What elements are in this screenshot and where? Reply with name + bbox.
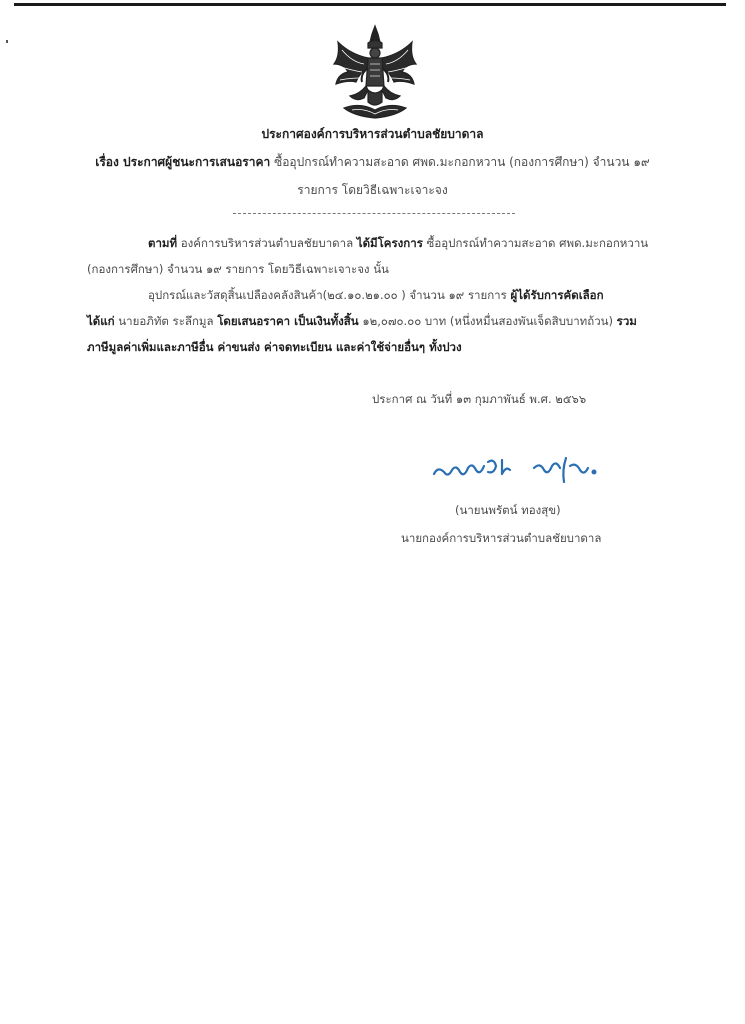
document-title: ประกาศองค์การบริหารส่วนตำบลชัยบาดาล xyxy=(261,127,484,141)
p2-winner-label: ได้แก่ xyxy=(87,314,115,328)
p2-items: อุปกรณ์และวัสดุสิ้นเปลืองคลังสินค้า(๒๔.๑๐.๒๑.๐๐ ) จำนวน ๑๙ รายการ xyxy=(148,288,507,302)
subject-text: ซื้ออุปกรณ์ทำความสะอาด ศพด.มะกอกหวาน (กองการศึกษา) จำนวน ๑๙ xyxy=(274,155,650,169)
p1-project-label: ได้มีโครงการ xyxy=(356,236,423,250)
divider-line xyxy=(233,213,515,214)
p2-price: ๑๒,๐๗๐.๐๐ บาท (หนึ่งหมื่นสองพันเจ็ดสิบบาทถ้วน) xyxy=(362,314,614,328)
signer-position: นายกองค์การบริหารส่วนตำบลชัยบาดาล xyxy=(401,531,602,545)
paragraph-2-line-3: ภาษีมูลค่าเพิ่มและภาษีอื่น ค่าขนส่ง ค่าจดทะเบียน และค่าใช้จ่ายอื่นๆ ทั้งปวง xyxy=(87,340,462,354)
p1-org: องค์การบริหารส่วนตำบลชัยบาดาล xyxy=(180,236,354,250)
garuda-emblem-icon xyxy=(330,24,420,122)
subject-line-2: รายการ โดยวิธีเฉพาะเจาะจง xyxy=(297,183,448,197)
p2-winner-name: นายอภิทัต ระลึกมูล xyxy=(118,314,214,328)
announce-date: ประกาศ ณ วันที่ ๑๓ กุมภาพันธ์ พ.ศ. ๒๕๖๖ xyxy=(372,392,587,406)
subject-line xyxy=(0,153,745,172)
signer-name: (นายนพรัตน์ ทองสุข) xyxy=(455,503,561,517)
paragraph-2-line-1 xyxy=(148,288,604,302)
paragraph-2-line-2 xyxy=(87,314,637,328)
p2-selected-label: ผู้ได้รับการคัดเลือก xyxy=(510,288,604,302)
signature-image xyxy=(430,452,600,488)
p2-price-label: โดยเสนอราคา เป็นเงินทั้งสิ้น xyxy=(217,314,359,328)
p1-project: ซื้ออุปกรณ์ทำความสะอาด ศพด.มะกอกหวาน xyxy=(426,236,649,250)
top-border-line xyxy=(14,3,726,6)
scan-speck xyxy=(6,40,8,43)
paragraph-1-line-1 xyxy=(148,236,648,250)
subject-label: เรื่อง ประกาศผู้ชนะการเสนอราคา xyxy=(95,155,271,169)
paragraph-1-line-2: (กองการศึกษา) จำนวน ๑๙ รายการ โดยวิธีเฉพาะเจาะจง นั้น xyxy=(87,262,389,276)
p1-lead: ตามที่ xyxy=(148,236,178,250)
p2-total-label: รวม xyxy=(616,314,637,328)
